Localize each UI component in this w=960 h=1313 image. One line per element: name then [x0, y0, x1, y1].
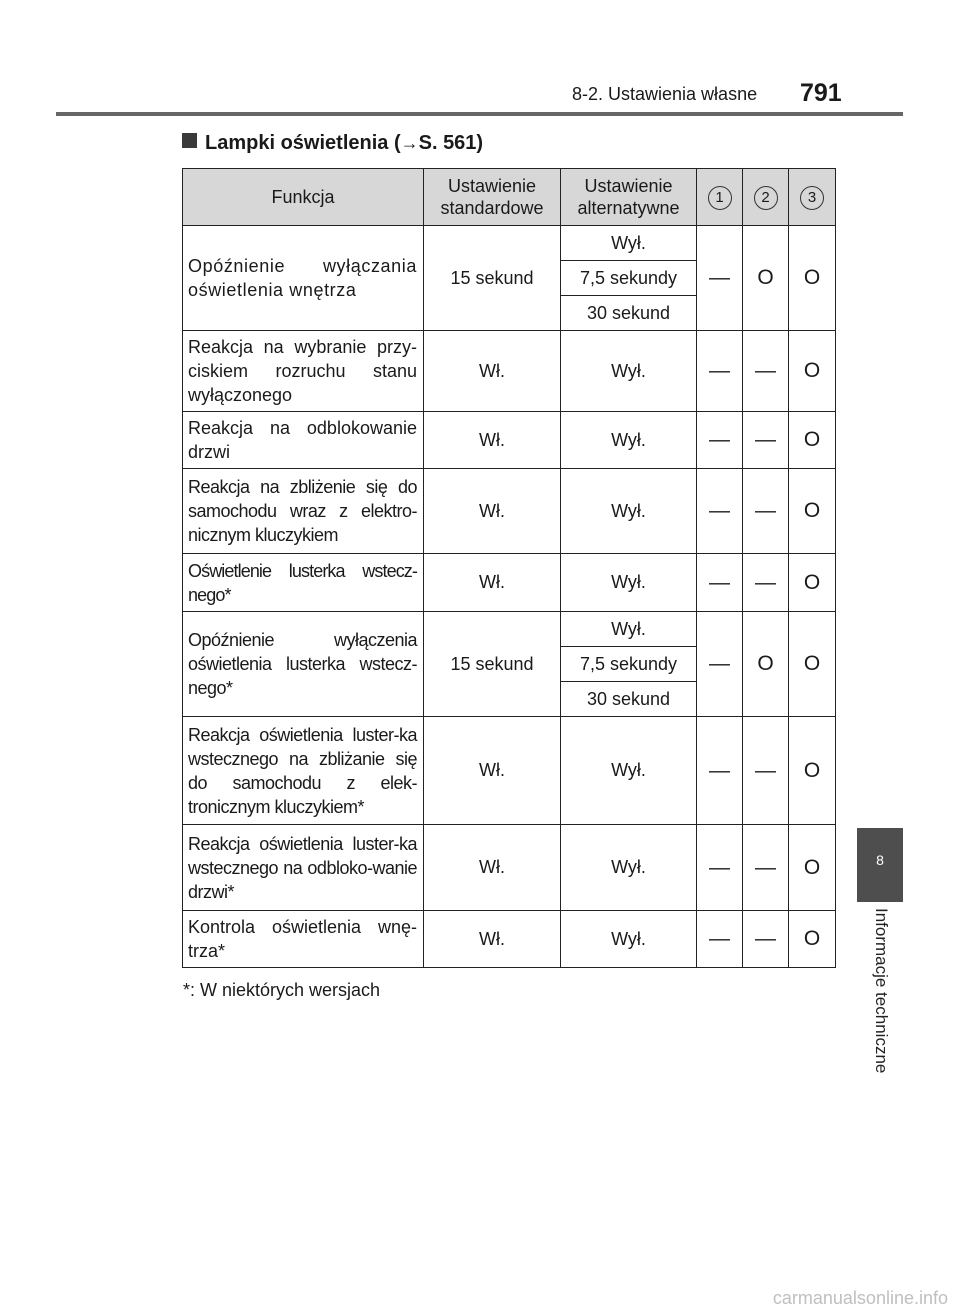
mark-cell-2: — — [743, 469, 789, 554]
mark-cell-3: O — [789, 612, 836, 717]
table-row — [183, 331, 836, 412]
function-cell: Reakcja oświetlenia luster-ka wstecznego na zbliżanie się do samochodu z elek-tronicznym kluczykiem* — [183, 717, 424, 825]
function-cell: Opóźnienie wyłączenia oświetlenia lusterka wstecz-nego* — [183, 612, 424, 717]
alternative-cell: 7,5 sekundy — [561, 647, 697, 682]
mark-cell-2: — — [743, 554, 789, 612]
circled-2-icon: 2 — [754, 186, 778, 210]
page-number: 791 — [800, 79, 842, 107]
mark-cell-3: O — [789, 469, 836, 554]
chapter-tab — [857, 828, 903, 902]
chapter-number: 8 — [876, 852, 884, 868]
footnote: *: W niektórych wersjach — [183, 980, 381, 1000]
default-cell: Wł. — [424, 717, 561, 825]
table-row — [183, 469, 836, 554]
header-section-path: 8-2. Ustawienia własne — [572, 84, 758, 104]
table-row — [183, 825, 836, 911]
alternative-cell: Wył. — [561, 612, 697, 647]
header-default-setting: Ustawienie standardowe — [424, 169, 561, 226]
mark-cell-2: — — [743, 717, 789, 825]
section-title-ref: S. 561) — [418, 132, 484, 154]
alternative-cell: Wył. — [561, 226, 697, 261]
table-header-row — [183, 169, 836, 226]
mark-cell-3: O — [789, 911, 836, 968]
alternative-cell: Wył. — [561, 825, 697, 911]
settings-table — [182, 168, 836, 968]
table-row — [183, 554, 836, 612]
mark-cell-2: — — [743, 911, 789, 968]
header-alternative-setting: Ustawienie alternatywne — [561, 169, 697, 226]
default-cell: Wł. — [424, 911, 561, 968]
alternative-cell: 30 sekund — [561, 682, 697, 717]
mark-cell-1: — — [697, 412, 743, 469]
mark-cell-3: O — [789, 717, 836, 825]
bullet-square-icon — [182, 133, 197, 148]
mark-cell-3: O — [789, 554, 836, 612]
mark-cell-2: — — [743, 825, 789, 911]
table-row — [183, 717, 836, 825]
default-cell: Wł. — [424, 412, 561, 469]
mark-cell-1: — — [697, 825, 743, 911]
function-cell: Oświetlenie lusterka wstecz-nego* — [183, 554, 424, 612]
header-column-3 — [789, 169, 836, 226]
table-row — [183, 226, 836, 261]
mark-cell-1: — — [697, 612, 743, 717]
circled-3-icon: 3 — [800, 186, 824, 210]
header-function: Funkcja — [183, 169, 424, 226]
default-cell: Wł. — [424, 554, 561, 612]
default-cell: Wł. — [424, 331, 561, 412]
alternative-cell: 30 sekund — [561, 296, 697, 331]
reference-arrow-icon: → — [400, 133, 419, 153]
mark-cell-1: — — [697, 911, 743, 968]
default-cell: 15 sekund — [424, 226, 561, 331]
default-cell: Wł. — [424, 825, 561, 911]
mark-cell-1: — — [697, 469, 743, 554]
watermark: carmanualsonline.info — [772, 1288, 948, 1308]
function-cell: Reakcja na zbliżenie się do samochodu wraz z elektro-nicznym kluczykiem — [183, 469, 424, 554]
table-row — [183, 412, 836, 469]
header-divider — [56, 112, 903, 116]
function-cell: Kontrola oświetlenia wnę-trza* — [183, 911, 424, 968]
function-cell: Opóźnienie wyłączania oświetlenia wnętrza — [183, 226, 424, 331]
header-column-2 — [743, 169, 789, 226]
chapter-side-label-area — [857, 908, 903, 1098]
mark-cell-1: — — [697, 331, 743, 412]
mark-cell-1: — — [697, 226, 743, 331]
mark-cell-1: — — [697, 717, 743, 825]
function-cell: Reakcja na odblokowanie drzwi — [183, 412, 424, 469]
section-title — [182, 132, 483, 155]
alternative-cell: Wył. — [561, 469, 697, 554]
circled-1-icon: 1 — [708, 186, 732, 210]
alternative-cell: Wył. — [561, 911, 697, 968]
mark-cell-3: O — [789, 226, 836, 331]
mark-cell-3: O — [789, 331, 836, 412]
function-cell: Reakcja oświetlenia luster-ka wstecznego na odbloko-wanie drzwi* — [183, 825, 424, 911]
alternative-cell: Wył. — [561, 717, 697, 825]
table-row — [183, 911, 836, 968]
mark-cell-2: O — [743, 226, 789, 331]
default-cell: Wł. — [424, 469, 561, 554]
alternative-cell: Wył. — [561, 554, 697, 612]
default-cell: 15 sekund — [424, 612, 561, 717]
table-row — [183, 612, 836, 647]
mark-cell-2: O — [743, 612, 789, 717]
alternative-cell: 7,5 sekundy — [561, 261, 697, 296]
mark-cell-2: — — [743, 331, 789, 412]
mark-cell-1: — — [697, 554, 743, 612]
alternative-cell: Wył. — [561, 412, 697, 469]
section-title-prefix: Lampki oświetlenia ( — [205, 132, 401, 154]
mark-cell-2: — — [743, 412, 789, 469]
chapter-title-vertical: Informacje techniczne — [872, 908, 891, 1074]
mark-cell-3: O — [789, 412, 836, 469]
function-cell: Reakcja na wybranie przy-ciskiem rozruchu stanu wyłączonego — [183, 331, 424, 412]
header-column-1 — [697, 169, 743, 226]
mark-cell-3: O — [789, 825, 836, 911]
alternative-cell: Wył. — [561, 331, 697, 412]
